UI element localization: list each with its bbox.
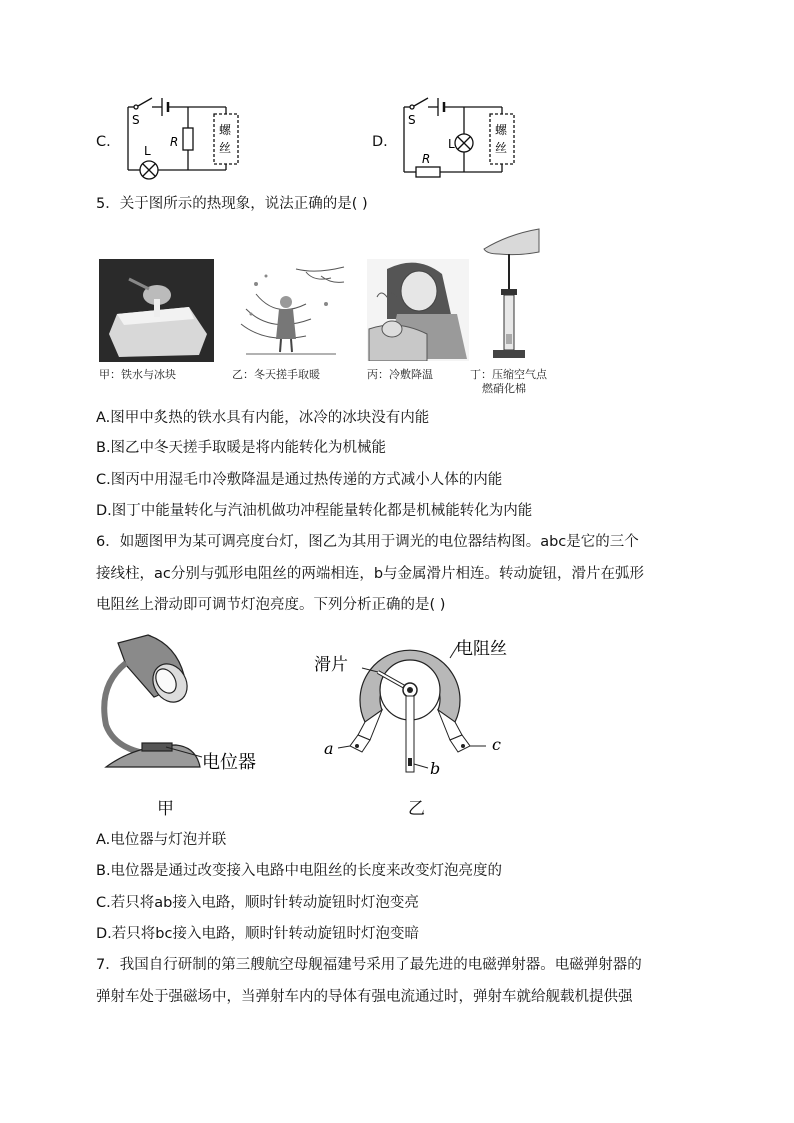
illustration-rubbing-hands (236, 264, 348, 359)
terminal-a-label: a (324, 739, 334, 758)
caption-yi: 乙：冬天搓手取暖 (232, 368, 320, 381)
switch-label-d: S (408, 113, 416, 127)
resistor-label-d: R (422, 152, 431, 166)
q5-option-b[interactable]: B.图乙中冬天搓手取暖是将内能转化为机械能 (96, 440, 387, 456)
resistor-label-c: R (170, 135, 179, 149)
q7-stem-line-2: 弹射车处于强磁场中，当弹射车内的导体有强电流通过时，弹射车就给舰载机提供强 (96, 989, 633, 1005)
potentiometer-label: 电位器 (202, 752, 256, 773)
caption-jia-figure: 甲 (157, 799, 174, 819)
desk-lamp-figure (96, 625, 276, 775)
q5-option-c[interactable]: C.图丙中用湿毛巾冷敷降温是通过热传递的方式减小人体的内能 (96, 472, 503, 488)
terminal-c-label: c (492, 735, 501, 754)
caption-ding-2: 燃硝化棉 (482, 382, 526, 395)
photo-iron-and-ice (99, 259, 214, 362)
q6-stem-line-1: 6．如题图甲为某可调亮度台灯，图乙为其用于调光的电位器结构图。abc是它的三个 (96, 534, 639, 550)
potentiometer-figure (310, 630, 510, 780)
option-d-label: D. (372, 134, 388, 150)
lamp-label-d: L (448, 137, 455, 151)
caption-jia: 甲：铁水与冰块 (99, 368, 176, 381)
q6-stem-line-3: 电阻丝上滑动即可调节灯泡亮度。下列分析正确的是( ) (96, 597, 446, 613)
q6-option-b[interactable]: B.电位器是通过改变接入电路中电阻丝的长度来改变灯泡亮度的 (96, 863, 503, 879)
option-c-label: C. (96, 134, 111, 150)
lamp-label-c: L (144, 144, 151, 158)
circuit-diagram-c (110, 92, 260, 182)
q5-option-d[interactable]: D.图丁中能量转化与汽油机做功冲程能量转化都是机械能转化为内能 (96, 503, 533, 519)
resistance-wire-label: 电阻丝 (456, 639, 507, 659)
slider-label: 滑片 (314, 655, 348, 675)
caption-ding-1: 丁：压缩空气点 (470, 368, 547, 381)
box-label-d-1: 螺 (495, 123, 508, 137)
box-label-c-2: 丝 (219, 141, 232, 155)
q6-option-d[interactable]: D.若只将bc接入电路，顺时针转动旋钮时灯泡变暗 (96, 926, 419, 942)
q7-stem-line-1: 7．我国自行研制的第三艘航空母舰福建号采用了最先进的电磁弹射器。电磁弹射器的 (96, 957, 642, 973)
circuit-diagram-d (386, 92, 536, 182)
q5-option-a[interactable]: A.图甲中炙热的铁水具有内能，冰冷的冰块没有内能 (96, 410, 430, 426)
q5-stem: 5．关于图所示的热现象，说法正确的是( ) (96, 196, 368, 212)
caption-bing: 丙：冷敷降温 (367, 368, 433, 381)
q6-option-a[interactable]: A.电位器与灯泡并联 (96, 832, 227, 848)
q6-option-c[interactable]: C.若只将ab接入电路，顺时针转动旋钮时灯泡变亮 (96, 895, 419, 911)
q6-stem-line-2: 接线柱，ac分别与弧形电阻丝的两端相连，b与金属滑片相连。转动旋钮，滑片在弧形 (96, 566, 645, 582)
box-label-d-2: 丝 (495, 141, 508, 155)
terminal-b-label: b (430, 759, 441, 778)
caption-yi-figure: 乙 (408, 799, 425, 819)
box-label-c-1: 螺 (219, 123, 232, 137)
illustration-compressing-air (479, 224, 541, 364)
switch-label-c: S (132, 113, 140, 127)
illustration-cold-compress (367, 259, 469, 361)
